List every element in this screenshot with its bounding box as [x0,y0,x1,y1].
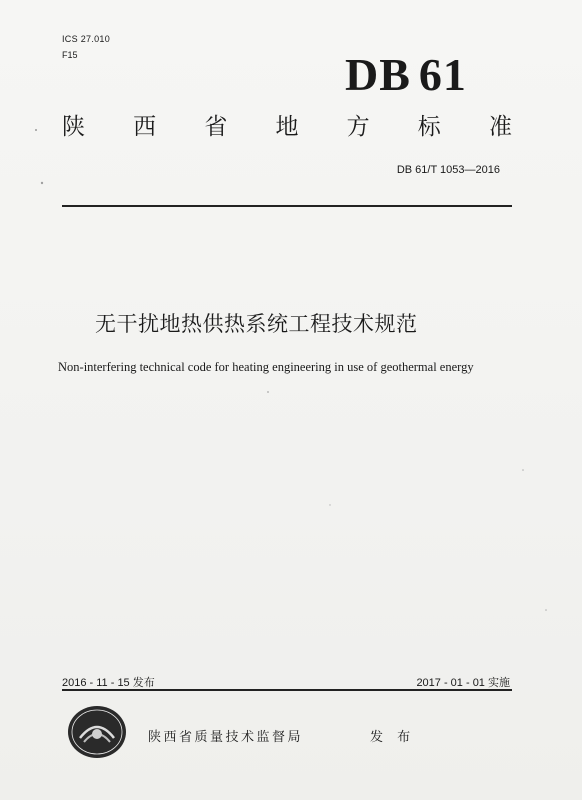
standard-code [345,49,467,100]
footer-divider [62,689,512,691]
standard-type-char: 省 [204,114,228,140]
title-english: Non-interfering technical code for heating engineering in use of geothermal energy [58,360,474,374]
implementation-date: 2017 - 01 - 01 实施 [416,677,510,689]
standard-type-char: 西 [133,114,157,140]
issue-date: 2016 - 11 - 15 发布 [62,677,155,689]
header-divider [62,205,512,207]
title-chinese: 无干扰地热供热系统工程技术规范 [95,312,418,336]
standard-type-heading [62,116,512,139]
provincial-seal-logo [66,704,128,760]
standard-number: DB 61/T 1053—2016 [396,164,500,176]
standard-type-char: 地 [275,114,299,140]
standard-code-number: 61 [418,49,467,100]
issuing-authority: 陕西省质量技术监督局 [148,730,304,745]
publish-label: 发 布 [370,730,416,745]
standard-type-char: 方 [346,114,370,140]
standard-type-char: 陕 [62,114,85,140]
standard-type-char: 准 [488,114,512,140]
standard-code-prefix: DB [345,49,411,100]
ics-code: ICS 27.010 [62,34,111,44]
ccs-code: F15 [62,50,78,60]
standard-type-char: 标 [417,114,441,140]
